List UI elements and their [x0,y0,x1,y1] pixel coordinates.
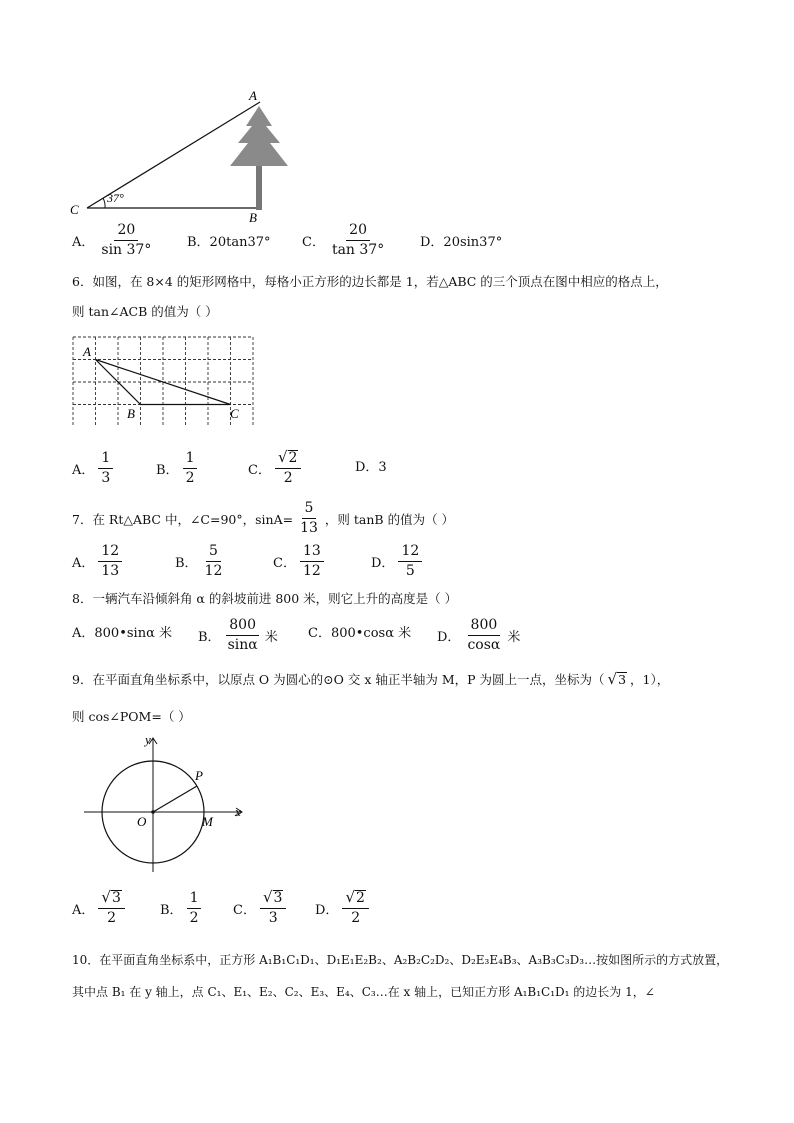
angle-label: 37° [107,191,124,205]
q7-frac-den: 13 [300,520,318,536]
q7-b-num: 5 [206,543,221,562]
q9-a-den: 2 [107,910,117,926]
q9-c-den: 3 [268,910,278,926]
q6-option-d: D．3 [355,460,387,475]
q6-label-a: A [83,344,91,359]
q8-b-unit: 米 [264,630,278,645]
q9-label-y: y [145,732,151,747]
q6-grid-figure [70,334,256,426]
q5-c-num: 20 [346,222,370,241]
q9-label-x: x [235,804,241,819]
q6-label-c: C [230,406,239,421]
q7-text [72,500,454,537]
q5-option-c [302,222,391,259]
q9-d-num: 2 [356,890,365,906]
q7-d-num: 12 [398,543,422,562]
q9-circle-figure [82,732,252,877]
label-a: A [249,88,257,103]
q7-text-post: ，则 tanB 的值为（ ） [324,511,455,527]
q9-text-line2: 则 cos∠POM=（ ） [72,709,191,724]
q7-frac-num: 5 [302,500,317,519]
q7-b-den: 12 [204,563,223,579]
q6-a-den: 3 [101,470,111,486]
radius-op [153,786,197,812]
q7-a-num: 12 [98,543,122,562]
q8-option-a: A．800•sinα 米 [72,626,172,641]
q6-b-num: 1 [183,450,198,469]
q8-b-den: sinα [227,637,258,653]
q7-option-a-prefix: A． [72,556,95,571]
q5-option-d: D．20sin37° [420,235,503,250]
q6-option-c-prefix: C． [248,463,271,478]
q9-option-b [160,890,205,927]
q10-text-line1: 10．在平面直角坐标系中，正方形 A₁B₁C₁D₁、D₁E₁E₂B₂、A₂B₂C₂D₂、D₂E₃E₄B₃、A₃B₃C₃D₃…按如图所示的方式放置， [72,953,729,967]
q8-option-d [437,617,520,654]
q9-b-num: 1 [187,890,202,909]
label-c: C [70,202,79,217]
q7-option-c-prefix: C． [273,556,296,571]
origin-dot [151,810,155,814]
q10-text-line2: 其中点 B₁ 在 y 轴上，点 C₁、E₁、E₂、C₂、E₃、E₄、C₃…在 x 轴上，已知正方形 A₁B₁C₁D₁ 的边长为 1，∠ [72,985,655,999]
q9-option-a: A． √ 3 2 [72,890,129,927]
q6-b-den: 2 [185,470,195,486]
q7-option-c [273,543,328,580]
q5-option-a-frac [98,222,154,259]
q9-label-o: O [137,814,147,829]
q9-text-line1: 9．在平面直角坐标系中，以原点 O 为圆心的⊙O 交 x 轴正半轴为 M，P 为圆上一点，坐标为（ √ 3 ，1）， [72,669,670,688]
q8-option-d-prefix: D． [437,630,461,645]
q5-c-den: tan 37° [331,242,385,258]
q5-option-a [72,222,158,259]
q9-label-m: M [202,814,213,829]
q6-option-c: C． √ 2 2 [248,450,305,487]
q8-b-num: 800 [226,617,259,636]
q7-c-num: 13 [300,543,324,562]
q6-text-line2: 则 tan∠ACB 的值为（ ） [72,304,218,319]
q6-c-num: 2 [288,450,298,466]
q9-option-a-prefix: A． [72,903,95,918]
q9-line1-rad: 3 [618,671,627,687]
q9-line1-pre: 9．在平面直角坐标系中，以原点 O 为圆心的⊙O 交 x 轴正半轴为 M，P 为圆上一点，坐标为（ [72,672,605,687]
q6-option-b-prefix: B． [156,463,179,478]
q6-option-a [72,450,117,487]
q5-a-den: sin 37° [101,242,152,258]
q6-text-line1: 6．如图，在 8×4 的矩形网格中，每格小正方形的边长都是 1，若△ABC 的三个顶点在图中相应的格点上， [72,274,668,289]
q7-option-b-prefix: B． [175,556,198,571]
q9-option-c-prefix: C． [233,903,256,918]
q9-option-c: C． √ 3 3 [233,890,290,927]
q9-option-d: D． √ 2 2 [315,890,373,927]
q9-b-den: 2 [189,910,199,926]
q7-option-a [72,543,126,580]
q9-option-d-prefix: D． [315,903,339,918]
q5-option-a-prefix: A． [72,235,95,250]
q6-option-b [156,450,201,487]
q5-option-b: B．20tan37° [187,235,271,250]
q8-d-unit: 米 [507,630,521,645]
q7-a-den: 13 [101,563,120,579]
q6-label-b: B [127,406,135,421]
q7-option-b [175,543,229,580]
q9-line1-post: ，1）， [630,672,670,687]
tree-angle-figure [60,88,300,228]
q9-a-num: 3 [111,890,121,906]
q7-c-den: 12 [302,563,321,579]
q6-option-a-prefix: A． [72,463,95,478]
q8-d-num: 800 [468,617,501,636]
q7-d-den: 5 [405,563,415,579]
q5-a-num: 20 [114,222,138,241]
q7-text-pre: 7．在 Rt△ABC 中，∠C=90°，sinA= [72,511,294,527]
q5-option-c-prefix: C． [302,235,325,250]
q8-d-den: cosα [467,637,501,653]
angle-arc [103,198,105,208]
q9-label-p: P [195,768,203,783]
q9-c-num: 3 [273,890,283,906]
q8-option-b-prefix: B． [198,630,221,645]
q5-option-c-frac [329,222,387,259]
label-b: B [249,210,257,225]
q9-option-b-prefix: B． [160,903,183,918]
q9-d-den: 2 [351,910,361,926]
tree-icon [230,106,288,210]
q6-c-den: 2 [283,470,293,486]
q8-text: 8．一辆汽车沿倾斜角 α 的斜坡前进 800 米，则它上升的高度是（ ） [72,591,458,606]
q7-option-d [371,543,426,580]
q6-a-num: 1 [98,450,113,469]
q8-option-c: C．800•cosα 米 [308,626,412,641]
q8-option-b [198,617,278,654]
q7-option-d-prefix: D． [371,556,395,571]
